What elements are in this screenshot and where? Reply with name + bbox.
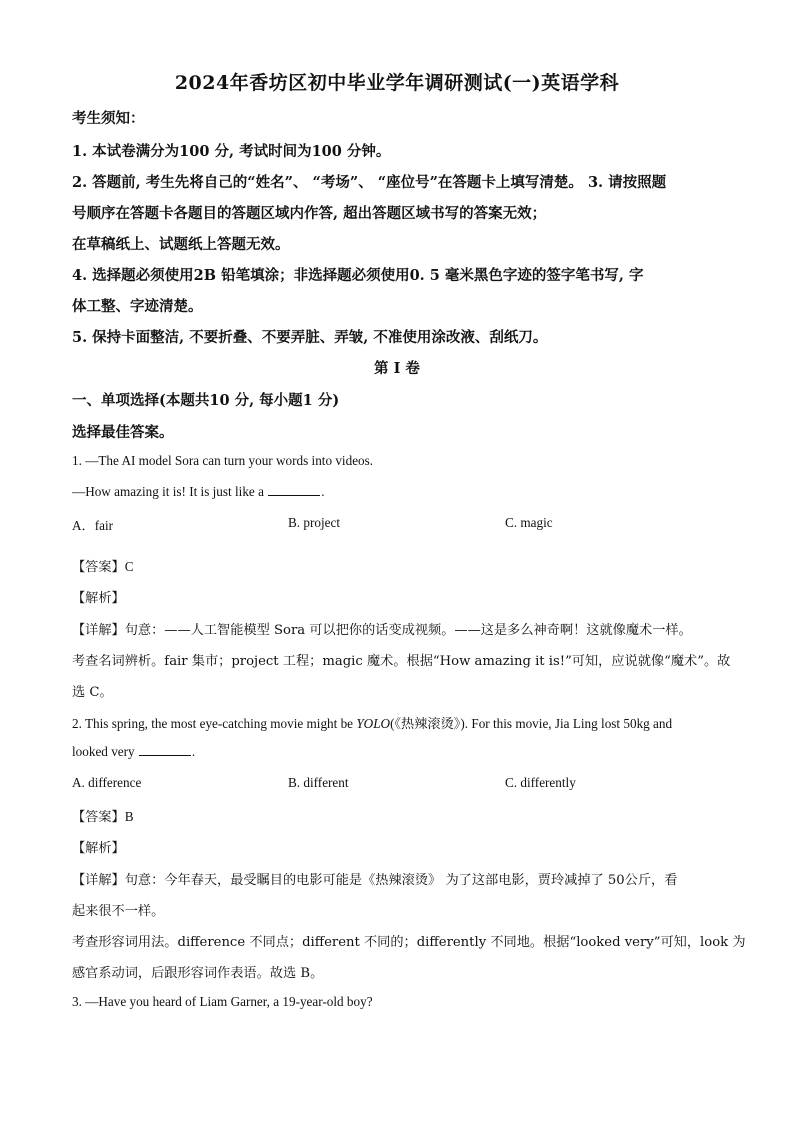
q2-stem-text: 2. This spring, the most eye-catching movie might be	[72, 716, 357, 731]
q2-detail-line1: 【详解】句意：今年春天，最受瞩目的电影可能是《热辣滚烫》 为了这部电影，贾玲减掉了 50公斤，看	[72, 873, 678, 888]
q2-detail-line2: 起来很不一样。	[72, 904, 165, 919]
q2-option-c: C. differently	[505, 775, 576, 790]
notice-item-4b: 体工整、字迹清楚。	[72, 298, 203, 315]
q1-answer-label: 【答案】	[72, 559, 125, 574]
q1-stem-end: .	[321, 484, 325, 499]
q2-stem-text-after: (《热辣滚烫》). For this movie, Jia Ling lost 50kg and	[390, 716, 673, 731]
q2-detail-line3: 考查形容词用法。difference 不同点；different 不同的；differently 不同地。根据“looked very”可知，look 为	[72, 935, 746, 950]
q2-stem-line2	[72, 744, 195, 760]
q1-stem-line1: 1. —The AI model Sora can turn your words into videos.	[72, 453, 374, 468]
notice-item-2b: 号顺序在答题卡各题目的答题区域内作答, 超出答题区域书写的答案无效；	[72, 205, 547, 222]
notice-heading: 考生须知：	[72, 110, 145, 127]
exam-title: 2024年香坊区初中毕业学年调研测试(一)英语学科	[174, 72, 620, 94]
q2-option-a: A. difference	[72, 775, 142, 790]
q2-stem-end: .	[191, 744, 196, 759]
q2-stem-line1	[72, 713, 672, 732]
q2-movie-title: YOLO	[356, 716, 391, 731]
notice-item-5: 5. 保持卡面整洁, 不要折叠、不要弄脏、弄皱, 不准使用涂改液、刮纸刀。	[72, 329, 548, 346]
q2-blank	[139, 754, 191, 756]
q1-answer	[72, 556, 134, 575]
q2-stem-line2-text: looked very	[72, 744, 135, 759]
volume-heading: 第 I 卷	[374, 360, 420, 377]
q1-detail-line3: 选 C。	[72, 685, 113, 700]
q1-option-c: C. magic	[505, 515, 553, 530]
q1-stem-line2	[72, 484, 325, 500]
q1-stem-text: —How amazing it is! It is just like a	[72, 484, 264, 499]
notice-item-1: 1. 本试卷满分为100 分, 考试时间为100 分钟。	[72, 143, 391, 160]
q2-analysis-label: 【解析】	[72, 841, 125, 856]
q2-answer-label: 【答案】	[72, 809, 125, 824]
q1-option-a: A．fair	[72, 518, 114, 533]
notice-item-2a: 2. 答题前, 考生先将自己的“姓名”、 “考场”、 “座位号”在答题卡上填写清楚。 3. 请按照题	[72, 174, 667, 191]
q1-detail-line1: 【详解】句意：——人工智能模型 Sora 可以把你的话变成视频。——这是多么神奇啊！这就像魔术一样。	[72, 623, 692, 638]
notice-item-3: 在草稿纸上、试题纸上答题无效。	[72, 236, 290, 253]
q3-stem-line1: 3. —Have you heard of Liam Garner, a 19-year-old boy?	[72, 994, 373, 1009]
section-title: 一、单项选择(本题共10 分, 每小题1 分)	[72, 392, 340, 409]
q2-option-b: B. different	[288, 775, 349, 790]
q2-detail-line4: 感官系动词，后跟形容词作表语。故选 B。	[72, 966, 324, 981]
q2-answer-value: B	[124, 809, 134, 824]
q1-option-b: B. project	[288, 515, 341, 530]
section-instruction: 选择最佳答案。	[72, 424, 174, 441]
q1-analysis-label: 【解析】	[72, 591, 125, 606]
q2-answer	[72, 806, 134, 825]
q1-blank	[268, 494, 320, 496]
notice-item-4a: 4. 选择题必须使用2B 铅笔填涂；非选择题必须使用0. 5 毫米黑色字迹的签字笔书写, 字	[72, 267, 644, 284]
q1-detail-line2: 考查名词辨析。fair 集市；project 工程；magic 魔术。根据“How amazing it is!”可知，应说就像“魔术”。故	[72, 654, 731, 669]
q1-answer-value: C	[124, 559, 134, 574]
